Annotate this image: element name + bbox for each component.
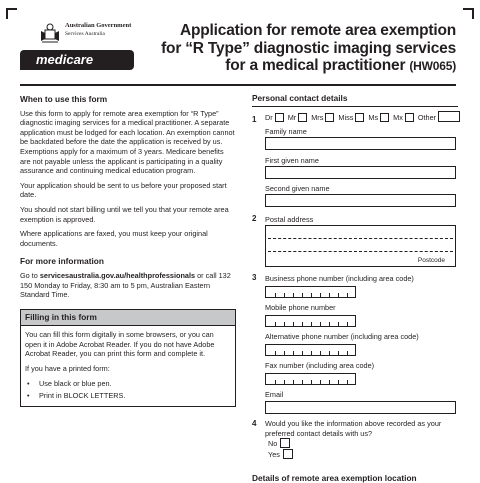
- digit-divider: [347, 322, 348, 326]
- digit-divider: [320, 293, 321, 297]
- more-info-pre: Go to: [20, 270, 40, 280]
- digit-divider: [320, 322, 321, 326]
- filling-in-paragraph-2: If you have a printed form:: [25, 364, 110, 374]
- digit-divider: [293, 322, 294, 326]
- digit-divider: [302, 351, 303, 355]
- government-logo: [38, 20, 132, 48]
- fax-number-field[interactable]: [265, 373, 356, 385]
- title-line-1: Application for remote area exemption: [180, 22, 456, 39]
- digit-divider: [338, 322, 339, 326]
- digit-divider: [329, 380, 330, 384]
- postal-address-label: Postal address: [265, 215, 314, 224]
- digit-divider: [320, 380, 321, 384]
- option-yes-checkbox[interactable]: [283, 449, 293, 459]
- digit-divider: [338, 380, 339, 384]
- digit-divider: [347, 351, 348, 355]
- title-checkbox-mx[interactable]: [405, 113, 414, 122]
- when-paragraph-4: Where applications are faxed, you must keep your original documents.: [20, 229, 208, 248]
- digit-divider: [338, 293, 339, 297]
- digit-divider: [302, 293, 303, 297]
- alternative-phone-label: Alternative phone number (including area code): [265, 332, 419, 341]
- digit-divider: [275, 293, 276, 297]
- mobile-phone-label: Mobile phone number: [265, 303, 336, 312]
- digit-divider: [284, 351, 285, 355]
- title-checkbox-mrs[interactable]: [325, 113, 334, 122]
- title-options: [265, 111, 460, 122]
- email-label: Email: [265, 390, 284, 399]
- filling-in-paragraph-1: You can fill this form digitally in some browsers, or you can open it in Adobe Acrobat Reader. If you do not have Adobe Acrobat Reader, you can print this form and complete it.: [25, 330, 215, 359]
- when-paragraph-2: Your application should be sent to us before your proposed start date.: [20, 180, 227, 200]
- option-no-checkbox[interactable]: [280, 438, 290, 448]
- digit-divider: [293, 293, 294, 297]
- title-checkbox-ms[interactable]: [380, 113, 389, 122]
- digit-divider: [311, 380, 312, 384]
- title-label-mx: Mx: [393, 113, 403, 122]
- digit-divider: [329, 351, 330, 355]
- gov-line-1: Australian Government: [65, 22, 132, 29]
- gov-line-2: Services Australia: [65, 31, 105, 37]
- filling-in-heading: Filling in this form: [21, 310, 235, 327]
- header-divider: [20, 84, 456, 86]
- list-item: • Print in BLOCK LETTERS.: [25, 391, 231, 401]
- title-label-mrs: Mrs: [311, 113, 324, 122]
- digit-divider: [275, 322, 276, 326]
- title-other-field[interactable]: [438, 111, 460, 122]
- digit-divider: [338, 351, 339, 355]
- digit-divider: [347, 380, 348, 384]
- medicare-logo: medicare: [20, 50, 134, 70]
- business-phone-label: Business phone number (including area code): [265, 274, 414, 283]
- when-heading: When to use this form: [20, 94, 108, 104]
- fax-number-label: Fax number (including area code): [265, 361, 375, 370]
- first-given-name-label: First given name: [265, 156, 319, 165]
- option-no: [268, 438, 290, 448]
- digit-divider: [329, 293, 330, 297]
- crop-mark-top-right: [463, 8, 474, 19]
- digit-divider: [302, 322, 303, 326]
- first-given-name-field[interactable]: [265, 166, 456, 179]
- digit-divider: [293, 351, 294, 355]
- option-yes: [268, 449, 293, 459]
- title-label-mr: Mr: [287, 113, 297, 122]
- form-code: (HW065): [409, 59, 456, 73]
- crop-mark-top-left: [6, 8, 17, 19]
- alternative-phone-field[interactable]: [265, 344, 356, 356]
- more-info-paragraph: [20, 271, 236, 300]
- title-label-ms: Ms: [368, 113, 379, 122]
- title-line-3-text: for a medical practitioner: [225, 57, 406, 74]
- option-no-label: No: [268, 438, 278, 448]
- digit-divider: [311, 351, 312, 355]
- question-2-number: 2: [252, 214, 257, 223]
- form-column: [252, 93, 458, 483]
- address-line-divider: [268, 251, 453, 252]
- when-paragraph-3: You should not start billing until we tell you that your remote area exemption is approved.: [20, 204, 229, 224]
- question-3-number: 3: [252, 273, 257, 282]
- family-name-label: Family name: [265, 127, 307, 136]
- more-info-post: or call 132 150 Monday to Friday, 8:30 am to 5 pm, Australian Eastern Standard Time.: [20, 270, 231, 300]
- preferred-contact-question: Would you like the information above recorded as your preferred contact details with us?: [265, 419, 442, 438]
- digit-divider: [293, 380, 294, 384]
- personal-contact-heading: Personal contact details: [252, 93, 458, 107]
- family-name-field[interactable]: [265, 137, 456, 150]
- title-label-dr: Dr: [265, 113, 273, 122]
- email-field[interactable]: [265, 401, 456, 414]
- title-checkbox-miss[interactable]: [355, 113, 364, 122]
- postcode-label: Postcode: [417, 257, 445, 264]
- second-given-name-label: Second given name: [265, 184, 330, 193]
- title-checkbox-mr[interactable]: [298, 113, 307, 122]
- filling-in-box: [20, 309, 236, 407]
- title-label-miss: Miss: [338, 113, 354, 122]
- digit-divider: [275, 351, 276, 355]
- digit-divider: [302, 380, 303, 384]
- digit-divider: [284, 293, 285, 297]
- filling-in-list: [25, 379, 231, 401]
- postal-address-field[interactable]: [265, 225, 456, 267]
- address-line-divider: [268, 238, 453, 239]
- digit-divider: [284, 380, 285, 384]
- title-line-2: for “R Type” diagnostic imaging services: [161, 39, 456, 57]
- digit-divider: [311, 322, 312, 326]
- digit-divider: [311, 293, 312, 297]
- mobile-phone-field[interactable]: [265, 315, 356, 327]
- question-1-number: 1: [252, 115, 257, 124]
- title-label-other: Other: [417, 113, 437, 122]
- form-title: [156, 22, 456, 76]
- option-yes-label: Yes: [268, 449, 280, 459]
- digit-divider: [320, 351, 321, 355]
- digit-divider: [347, 293, 348, 297]
- services-australia-link[interactable]: servicesaustralia.gov.au/healthprofessionals: [39, 270, 196, 280]
- when-paragraph-1: Use this form to apply for remote area exemption for “R Type” diagnostic imaging services for a medical practitioner. A separate application must be lodged for each location. An exemption cannot be backdated before the date the application is received by us. Exemptions apply for a maximum of 3 years. Medicare benefits are not payable unless the applicant is participating in a quality assurance and continuing medical education program.: [20, 108, 235, 176]
- coat-of-arms-icon: [38, 21, 62, 45]
- question-4-number: 4: [252, 419, 257, 428]
- digit-divider: [329, 322, 330, 326]
- second-given-name-field[interactable]: [265, 194, 456, 207]
- digit-divider: [284, 322, 285, 326]
- title-checkbox-dr[interactable]: [275, 113, 284, 122]
- instructions-column: [20, 95, 236, 407]
- exemption-location-heading: Details of remote area exemption location: [252, 473, 417, 483]
- more-info-heading: For more information: [20, 256, 104, 267]
- digit-divider: [275, 380, 276, 384]
- title-line-3: [156, 57, 456, 76]
- list-item: • Use black or blue pen.: [25, 379, 231, 389]
- business-phone-field[interactable]: [265, 286, 356, 298]
